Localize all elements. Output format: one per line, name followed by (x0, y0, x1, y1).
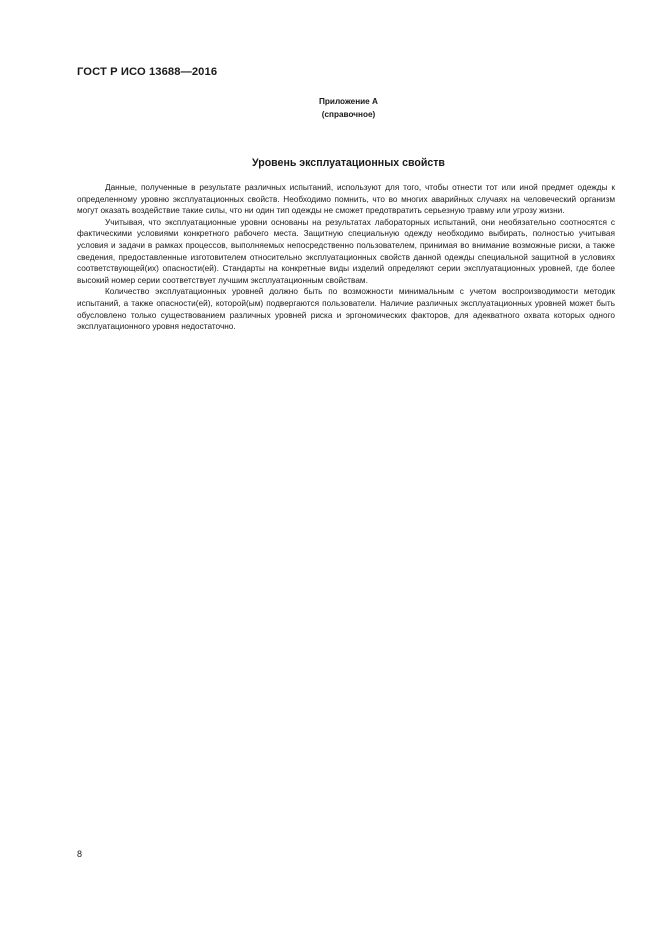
section-title: Уровень эксплуатационных свойств (252, 157, 445, 169)
standard-header: ГОСТ Р ИСО 13688—2016 (77, 66, 218, 78)
paragraph: Данные, полученные в результате различных испытаний, используют для того, чтобы отнести тот или иной предмет одежды к определенному уровню эксплуатационных свойств. Необходимо помнить, что во многих аварийных случаях на человеческий организм могут оказать воздействие такие силы, что ни один тип одежды не сможет предотвратить серьезную травму или угрозу жизни. (77, 183, 615, 216)
page-number: 8 (77, 849, 83, 859)
paragraph: Количество эксплуатационных уровней должно быть по возможности минимальным с учетом воспроизводимости методик испытаний, а также опасности(ей), которой(ым) подвергаются пользователи. Наличие различных эксплуатационных уровней может быть обусловлено только существованием различных уровней риска и эргономических факторов, для адекватного охвата которых одного эксплуатационного уровня недостаточно. (77, 287, 615, 332)
paragraph: Учитывая, что эксплуатационные уровни основаны на результатах лабораторных испытаний, они необязательно соотносятся с фактическими условиями конкретного рабочего места. Защитную специальную одежду необходимо выбирать, полностью учитывая условия и задачи в рамках процессов, выполняемых непосредственно пользователем, принимая во внимание возможные риски, а также сведения, предоставленные изготовителем относительно эксплуатационных свойств данной одежды специальной защитной в условиях соответствующей(их) опасности(ей). Стандарты на конкретные виды изделий определяют серии эксплуатационных уровней, где более высокий номер серии соответствует лучшим эксплуатационным свойствам. (77, 217, 615, 285)
body-text (77, 182, 615, 333)
annex-heading (0, 96, 661, 121)
annex-title: Приложение А (319, 97, 378, 106)
annex-type: (справочное) (321, 109, 376, 119)
